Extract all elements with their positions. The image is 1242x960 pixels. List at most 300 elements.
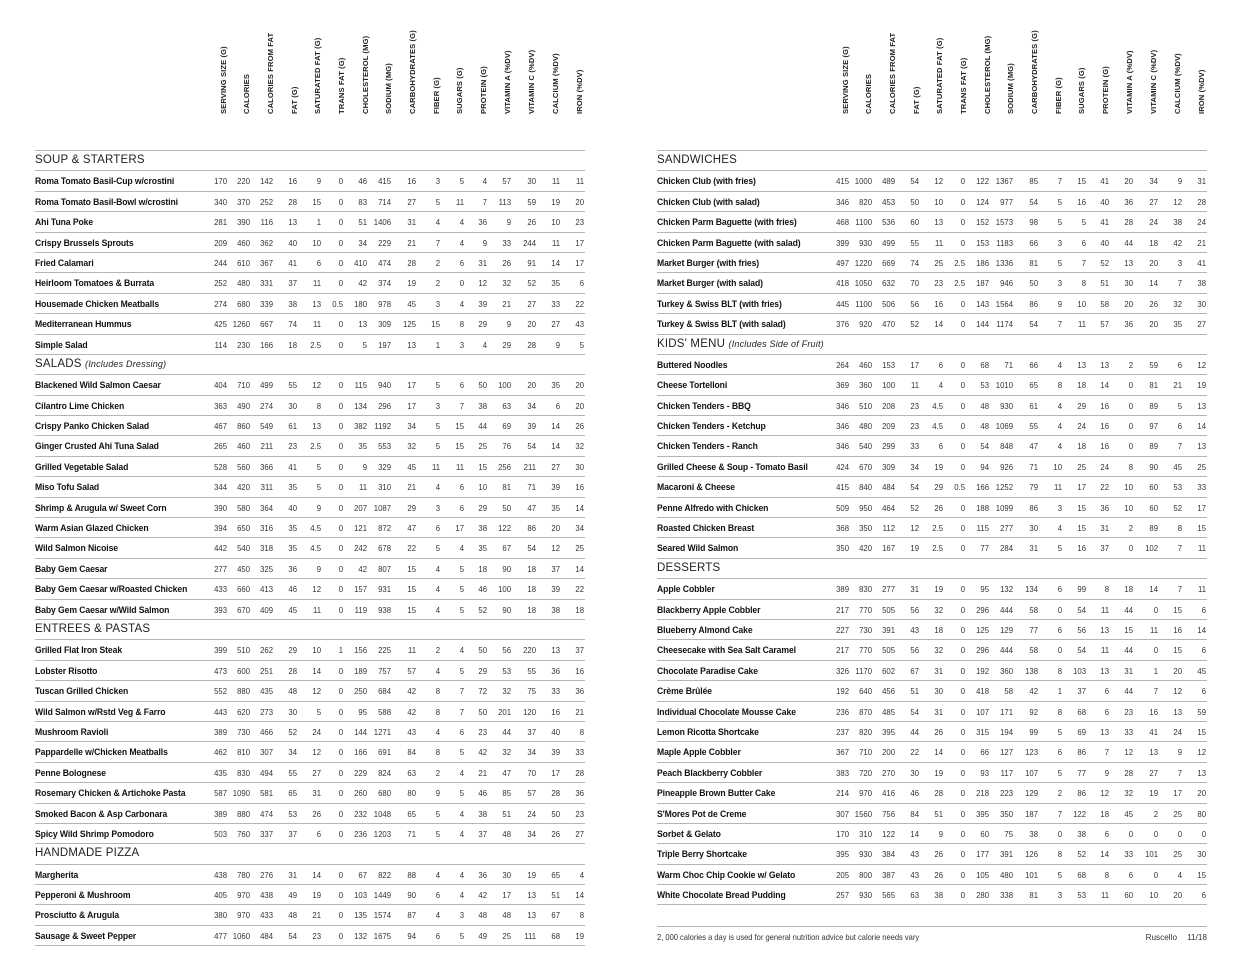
cell-protein-g: 41 [1100, 176, 1109, 187]
item-name: Pappardelle w/Chicken Meatballs [35, 746, 168, 758]
cell-serving-size-g: 277 [214, 563, 227, 574]
cell-protein-g: 24 [1100, 461, 1109, 472]
cell-sodium-mg: 197 [378, 339, 391, 350]
cell-fiber-g: 5 [435, 543, 440, 554]
cell-protein-g: 16 [1100, 421, 1109, 432]
item-name: Individual Chocolate Mousse Cake [657, 705, 796, 717]
cell-cholesterol-mg: 153 [976, 237, 989, 248]
cell-sodium-mg: 75 [1004, 828, 1013, 839]
cell-calories: 1220 [854, 257, 872, 268]
cell-sugars-g: 6 [459, 726, 464, 737]
cell-calcium-dv: 26 [551, 828, 560, 839]
cell-vitamin-a-dv: 48 [502, 910, 511, 921]
cell-protein-g: 11 [1100, 890, 1109, 901]
cell-cholesterol-mg: 35 [358, 441, 367, 452]
cell-saturated-fat-g: 9 [316, 176, 321, 187]
cell-trans-fat-g: 0 [338, 257, 343, 268]
cell-serving-size-g: 237 [836, 726, 849, 737]
cell-cholesterol-mg: 103 [354, 890, 367, 901]
cell-calories: 880 [237, 686, 250, 697]
cell-carbohydrates-g: 101 [1025, 869, 1038, 880]
cell-calcium-dv: 32 [1173, 298, 1182, 309]
cell-sodium-mg: 1048 [373, 808, 391, 819]
cell-protein-g: 38 [478, 808, 487, 819]
column-header-label: VITAMIN A (%DV) [1125, 50, 1134, 114]
cell-calcium-dv: 6 [1177, 421, 1182, 432]
cell-calcium-dv: 4 [1177, 869, 1182, 880]
cell-calories-from-fat: 470 [882, 319, 895, 330]
cell-calories: 730 [237, 726, 250, 737]
cell-vitamin-c-dv: 19 [527, 869, 536, 880]
section-header-kids-menu [657, 335, 1207, 355]
cell-calories-from-fat: 384 [882, 849, 895, 860]
cell-protein-g: 8 [1104, 869, 1109, 880]
cell-calories: 610 [237, 257, 250, 268]
cell-cholesterol-mg: 115 [354, 380, 367, 391]
cell-sodium-mg: 1271 [373, 726, 391, 737]
table-row [657, 416, 1207, 436]
cell-carbohydrates-g: 57 [407, 665, 416, 676]
cell-fiber-g: 5 [1057, 196, 1062, 207]
cell-sugars-g: 54 [1077, 645, 1086, 656]
cell-carbohydrates-g: 71 [407, 828, 416, 839]
cell-fiber-g: 8 [1057, 380, 1062, 391]
column-header-label: SATURATED FAT (G) [935, 37, 944, 114]
section-title [35, 358, 166, 370]
cell-iron-dv: 25 [1197, 461, 1206, 472]
cell-calories-from-fat: 273 [260, 706, 273, 717]
cell-vitamin-a-dv: 36 [1124, 196, 1133, 207]
item-name: Lemon Ricotta Shortcake [657, 725, 759, 737]
cell-vitamin-a-dv: 51 [502, 808, 511, 819]
cell-calcium-dv: 7 [1177, 278, 1182, 289]
cell-fat-g: 52 [910, 319, 919, 330]
cell-calories: 830 [859, 584, 872, 595]
cell-sugars-g: 8 [1081, 278, 1086, 289]
cell-calories: 830 [237, 767, 250, 778]
cell-fat-g: 54 [910, 176, 919, 187]
column-header-label: CHOLESTEROL (MG) [361, 35, 370, 114]
cell-protein-g: 13 [1100, 665, 1109, 676]
cell-sugars-g: 7 [459, 706, 464, 717]
cell-fiber-g: 5 [1057, 869, 1062, 880]
cell-protein-g: 22 [1100, 482, 1109, 493]
item-name: Chicken Club (with salad) [657, 195, 760, 207]
cell-carbohydrates-g: 88 [407, 869, 416, 880]
cell-calories: 360 [859, 380, 872, 391]
cell-vitamin-a-dv: 0 [1128, 421, 1133, 432]
cell-serving-size-g: 438 [214, 869, 227, 880]
cell-trans-fat-g: 0 [960, 788, 965, 799]
cell-calcium-dv: 37 [551, 563, 560, 574]
cell-fiber-g: 4 [435, 726, 440, 737]
cell-calcium-dv: 11 [551, 237, 560, 248]
cell-cholesterol-mg: 34 [358, 237, 367, 248]
cell-vitamin-a-dv: 60 [1124, 890, 1133, 901]
cell-vitamin-a-dv: 44 [1124, 686, 1133, 697]
cell-fat-g: 52 [288, 726, 297, 737]
cell-fiber-g: 4 [1057, 359, 1062, 370]
table-row [657, 477, 1207, 497]
footer [657, 926, 1207, 942]
item-name: Penne Alfredo with Chicken [657, 501, 769, 513]
cell-cholesterol-mg: 250 [354, 686, 367, 697]
table-row [657, 498, 1207, 518]
cell-protein-g: 7 [1104, 747, 1109, 758]
cell-sodium-mg: 1564 [995, 298, 1013, 309]
cell-sodium-mg: 1252 [995, 482, 1013, 493]
cell-serving-size-g: 114 [214, 339, 227, 350]
cell-fat-g: 11 [910, 380, 919, 391]
cell-iron-dv: 41 [1197, 257, 1206, 268]
cell-serving-size-g: 368 [836, 523, 849, 534]
cell-saturated-fat-g: 15 [312, 196, 321, 207]
cell-iron-dv: 8 [579, 726, 584, 737]
cell-calories-from-fat: 549 [260, 421, 273, 432]
cell-iron-dv: 31 [1197, 176, 1206, 187]
section-title-text: SOUP & STARTERS [35, 154, 145, 166]
cell-fiber-g: 5 [435, 441, 440, 452]
cell-calcium-dv: 25 [1173, 808, 1182, 819]
cell-calcium-dv: 12 [551, 543, 560, 554]
cell-trans-fat-g: 0 [338, 828, 343, 839]
cell-calories-from-fat: 167 [882, 543, 895, 554]
cell-calories-from-fat: 395 [882, 726, 895, 737]
footer-note: 2, 000 calories a day is used for general nutrition advice but calorie needs vary [657, 933, 920, 942]
cell-sodium-mg: 822 [378, 869, 391, 880]
table-row [35, 824, 585, 844]
cell-carbohydrates-g: 47 [1029, 441, 1038, 452]
cell-iron-dv: 26 [575, 421, 584, 432]
cell-calories-from-fat: 122 [882, 828, 895, 839]
cell-sodium-mg: 1336 [995, 257, 1013, 268]
cell-sodium-mg: 480 [1000, 869, 1013, 880]
cell-fat-g: 49 [288, 890, 297, 901]
cell-protein-g: 15 [478, 461, 487, 472]
cell-carbohydrates-g: 45 [407, 461, 416, 472]
cell-carbohydrates-g: 42 [407, 686, 416, 697]
cell-fat-g: 34 [288, 747, 297, 758]
cell-trans-fat-g: 0 [960, 828, 965, 839]
cell-carbohydrates-g: 80 [407, 788, 416, 799]
cell-sodium-mg: 127 [1000, 747, 1013, 758]
cell-protein-g: 13 [1100, 726, 1109, 737]
item-name: Triple Berry Shortcake [657, 848, 748, 860]
cell-fiber-g: 1 [1057, 686, 1062, 697]
cell-saturated-fat-g: 19 [934, 767, 943, 778]
cell-vitamin-a-dv: 23 [1124, 706, 1133, 717]
cell-carbohydrates-g: 27 [407, 196, 416, 207]
cell-sodium-mg: 329 [378, 461, 391, 472]
cell-serving-size-g: 326 [836, 665, 849, 676]
cell-fat-g: 12 [910, 523, 919, 534]
cell-sodium-mg: 338 [1000, 890, 1013, 901]
item-name: Crispy Brussels Sprouts [35, 236, 134, 248]
cell-vitamin-a-dv: 26 [502, 257, 511, 268]
cell-serving-size-g: 399 [214, 645, 227, 656]
cell-calories: 460 [859, 359, 872, 370]
cell-calcium-dv: 39 [551, 584, 560, 595]
cell-protein-g: 4 [482, 176, 487, 187]
table-row [657, 518, 1207, 538]
cell-saturated-fat-g: 9 [316, 502, 321, 513]
column-header-label: FAT (G) [912, 86, 921, 114]
cell-vitamin-c-dv: 34 [527, 400, 536, 411]
cell-saturated-fat-g: 32 [934, 604, 943, 615]
cell-vitamin-a-dv: 76 [502, 441, 511, 452]
cell-saturated-fat-g: 26 [934, 502, 943, 513]
cell-saturated-fat-g: 6 [316, 257, 321, 268]
cell-calcium-dv: 13 [551, 645, 560, 656]
cell-sodium-mg: 977 [1000, 196, 1013, 207]
cell-iron-dv: 36 [575, 686, 584, 697]
table-row [657, 742, 1207, 762]
cell-serving-size-g: 405 [214, 890, 227, 901]
item-name: Grilled Flat Iron Steak [35, 644, 123, 656]
cell-vitamin-c-dv: 244 [523, 237, 536, 248]
item-name: Mushroom Ravioli [35, 725, 109, 737]
cell-iron-dv: 17 [575, 257, 584, 268]
cell-fat-g: 31 [910, 584, 919, 595]
cell-serving-size-g: 346 [836, 421, 849, 432]
cell-fiber-g: 9 [1057, 298, 1062, 309]
cell-carbohydrates-g: 129 [1025, 788, 1038, 799]
cell-cholesterol-mg: 157 [354, 584, 367, 595]
cell-cholesterol-mg: 152 [976, 217, 989, 228]
cell-vitamin-c-dv: 27 [527, 298, 536, 309]
table-row [35, 681, 585, 701]
cell-vitamin-a-dv: 57 [502, 176, 511, 187]
cell-protein-g: 57 [1100, 319, 1109, 330]
table-row [35, 538, 585, 558]
cell-cholesterol-mg: 132 [354, 930, 367, 941]
cell-sodium-mg: 1087 [373, 502, 391, 513]
cell-calories-from-fat: 464 [882, 502, 895, 513]
cell-iron-dv: 16 [575, 482, 584, 493]
cell-fat-g: 18 [288, 339, 297, 350]
cell-carbohydrates-g: 28 [407, 257, 416, 268]
cell-sugars-g: 4 [459, 869, 464, 880]
cell-protein-g: 38 [478, 400, 487, 411]
cell-cholesterol-mg: 94 [980, 461, 989, 472]
cell-trans-fat-g: 0 [338, 604, 343, 615]
cell-calories: 820 [859, 726, 872, 737]
section-note: (Includes Side of Fruit) [728, 338, 824, 349]
table-row [35, 518, 585, 538]
cell-iron-dv: 12 [1197, 747, 1206, 758]
cell-vitamin-a-dv: 90 [502, 563, 511, 574]
cell-serving-size-g: 274 [214, 298, 227, 309]
cell-fat-g: 19 [910, 543, 919, 554]
cell-calories-from-fat: 367 [260, 257, 273, 268]
cell-sugars-g: 86 [1077, 747, 1086, 758]
cell-sugars-g: 99 [1077, 584, 1086, 595]
cell-fat-g: 54 [910, 482, 919, 493]
cell-calcium-dv: 3 [1177, 257, 1182, 268]
cell-sodium-mg: 132 [1000, 584, 1013, 595]
cell-sodium-mg: 1099 [995, 502, 1013, 513]
cell-cholesterol-mg: 143 [976, 298, 989, 309]
cell-vitamin-a-dv: 28 [1124, 217, 1133, 228]
cell-calories: 950 [859, 502, 872, 513]
cell-calories: 460 [237, 237, 250, 248]
cell-fiber-g: 1 [435, 339, 440, 350]
cell-trans-fat-g: 0 [960, 869, 965, 880]
cell-trans-fat-g: 0 [338, 869, 343, 880]
cell-calories-from-fat: 339 [260, 298, 273, 309]
cell-iron-dv: 19 [575, 930, 584, 941]
table-row [657, 273, 1207, 293]
cell-trans-fat-g: 0 [960, 849, 965, 860]
item-name: Tuscan Grilled Chicken [35, 685, 129, 697]
column-header-label: IRON (%DV) [1197, 69, 1206, 114]
cell-sodium-mg: 229 [378, 237, 391, 248]
cell-calories-from-fat: 270 [882, 767, 895, 778]
cell-fat-g: 63 [910, 890, 919, 901]
cell-vitamin-c-dv: 16 [1149, 706, 1158, 717]
cell-iron-dv: 13 [1197, 400, 1206, 411]
cell-calcium-dv: 33 [551, 686, 560, 697]
cell-iron-dv: 25 [575, 543, 584, 554]
cell-cholesterol-mg: 296 [976, 645, 989, 656]
table-row [35, 314, 585, 334]
cell-iron-dv: 28 [1197, 196, 1206, 207]
cell-serving-size-g: 445 [836, 298, 849, 309]
cell-vitamin-c-dv: 2 [1153, 808, 1158, 819]
cell-protein-g: 51 [1100, 278, 1109, 289]
column-headers [35, 0, 595, 150]
table-row [657, 314, 1207, 334]
cell-trans-fat-g: 0 [338, 767, 343, 778]
cell-fat-g: 61 [288, 421, 297, 432]
cell-sugars-g: 77 [1077, 767, 1086, 778]
cell-saturated-fat-g: 1 [316, 217, 321, 228]
cell-sugars-g: 3 [459, 339, 464, 350]
cell-sugars-g: 5 [459, 930, 464, 941]
cell-calories-from-fat: 251 [260, 665, 273, 676]
cell-vitamin-a-dv: 29 [502, 339, 511, 350]
cell-fat-g: 33 [910, 441, 919, 452]
cell-carbohydrates-g: 86 [1029, 298, 1038, 309]
table-row [35, 559, 585, 579]
cell-calories: 480 [859, 421, 872, 432]
cell-calories: 970 [237, 890, 250, 901]
cell-trans-fat-g: 0 [960, 808, 965, 819]
cell-iron-dv: 15 [1197, 869, 1206, 880]
cell-vitamin-a-dv: 256 [498, 461, 511, 472]
cell-calories-from-fat: 494 [260, 767, 273, 778]
cell-calories-from-fat: 366 [260, 461, 273, 472]
cell-sodium-mg: 691 [378, 747, 391, 758]
cell-calories: 1090 [232, 788, 250, 799]
cell-sodium-mg: 824 [378, 767, 391, 778]
cell-calories: 1260 [232, 319, 250, 330]
cell-protein-g: 41 [1100, 217, 1109, 228]
cell-carbohydrates-g: 17 [407, 380, 416, 391]
cell-trans-fat-g: 0 [960, 502, 965, 513]
cell-calories-from-fat: 416 [882, 788, 895, 799]
cell-calories-from-fat: 456 [882, 686, 895, 697]
cell-serving-size-g: 415 [836, 482, 849, 493]
cell-carbohydrates-g: 38 [1029, 828, 1038, 839]
cell-iron-dv: 12 [1197, 359, 1206, 370]
cell-protein-g: 16 [1100, 441, 1109, 452]
table-row [35, 742, 585, 762]
cell-calories-from-fat: 581 [260, 788, 273, 799]
cell-vitamin-c-dv: 55 [527, 665, 536, 676]
cell-saturated-fat-g: 5 [316, 482, 321, 493]
cell-iron-dv: 30 [1197, 849, 1206, 860]
cell-cholesterol-mg: 192 [976, 665, 989, 676]
cell-carbohydrates-g: 90 [407, 890, 416, 901]
cell-vitamin-c-dv: 11 [1149, 624, 1158, 635]
cell-trans-fat-g: 0 [338, 686, 343, 697]
cell-saturated-fat-g: 51 [934, 808, 943, 819]
cell-fiber-g: 0 [1057, 828, 1062, 839]
cell-calories: 230 [237, 339, 250, 350]
column-header-label: FAT (G) [290, 86, 299, 114]
cell-calcium-dv: 12 [1173, 686, 1182, 697]
cell-cholesterol-mg: 93 [980, 767, 989, 778]
cell-fiber-g: 8 [1057, 665, 1062, 676]
table-row [35, 375, 585, 395]
cell-vitamin-c-dv: 89 [1149, 523, 1158, 534]
right-page [657, 0, 1217, 960]
cell-fat-g: 28 [288, 665, 297, 676]
cell-sugars-g: 53 [1077, 890, 1086, 901]
cell-sugars-g: 11 [455, 196, 464, 207]
cell-serving-size-g: 433 [214, 584, 227, 595]
cell-vitamin-c-dv: 91 [527, 257, 536, 268]
item-name: Chicken Parm Baguette (with salad) [657, 236, 801, 248]
item-name: Simple Salad [35, 338, 88, 350]
cell-serving-size-g: 393 [214, 604, 227, 615]
cell-serving-size-g: 369 [836, 380, 849, 391]
cell-saturated-fat-g: 5 [316, 706, 321, 717]
cell-iron-dv: 11 [1197, 543, 1206, 554]
cell-vitamin-a-dv: 0 [1128, 543, 1133, 554]
cell-fiber-g: 6 [435, 890, 440, 901]
cell-carbohydrates-g: 94 [407, 930, 416, 941]
cell-sugars-g: 54 [1077, 604, 1086, 615]
cell-cholesterol-mg: 315 [976, 726, 989, 737]
cell-sodium-mg: 1192 [374, 421, 391, 432]
table-row [657, 294, 1207, 314]
cell-sugars-g: 4 [459, 767, 464, 778]
cell-vitamin-a-dv: 69 [502, 421, 511, 432]
cell-vitamin-a-dv: 8 [1128, 461, 1133, 472]
cell-fat-g: 34 [910, 461, 919, 472]
cell-saturated-fat-g: 18 [934, 624, 943, 635]
cell-sodium-mg: 391 [1000, 849, 1013, 860]
cell-sugars-g: 6 [459, 257, 464, 268]
cell-cholesterol-mg: 9 [362, 461, 367, 472]
item-name: Maple Apple Cobbler [657, 746, 741, 758]
cell-iron-dv: 21 [1197, 237, 1206, 248]
cell-fiber-g: 2 [1057, 788, 1062, 799]
cell-protein-g: 46 [478, 788, 487, 799]
cell-vitamin-a-dv: 100 [498, 584, 511, 595]
cell-calories-from-fat: 153 [882, 359, 895, 370]
cell-iron-dv: 13 [1197, 767, 1206, 778]
section-title-text: SANDWICHES [657, 154, 737, 166]
cell-vitamin-c-dv: 89 [1149, 441, 1158, 452]
item-name: Wild Salmon w/Rstd Veg & Farro [35, 705, 166, 717]
nutrition-table [657, 151, 1207, 905]
cell-calories-from-fat: 252 [260, 196, 273, 207]
cell-vitamin-c-dv: 28 [527, 339, 536, 350]
table-row [35, 885, 585, 905]
